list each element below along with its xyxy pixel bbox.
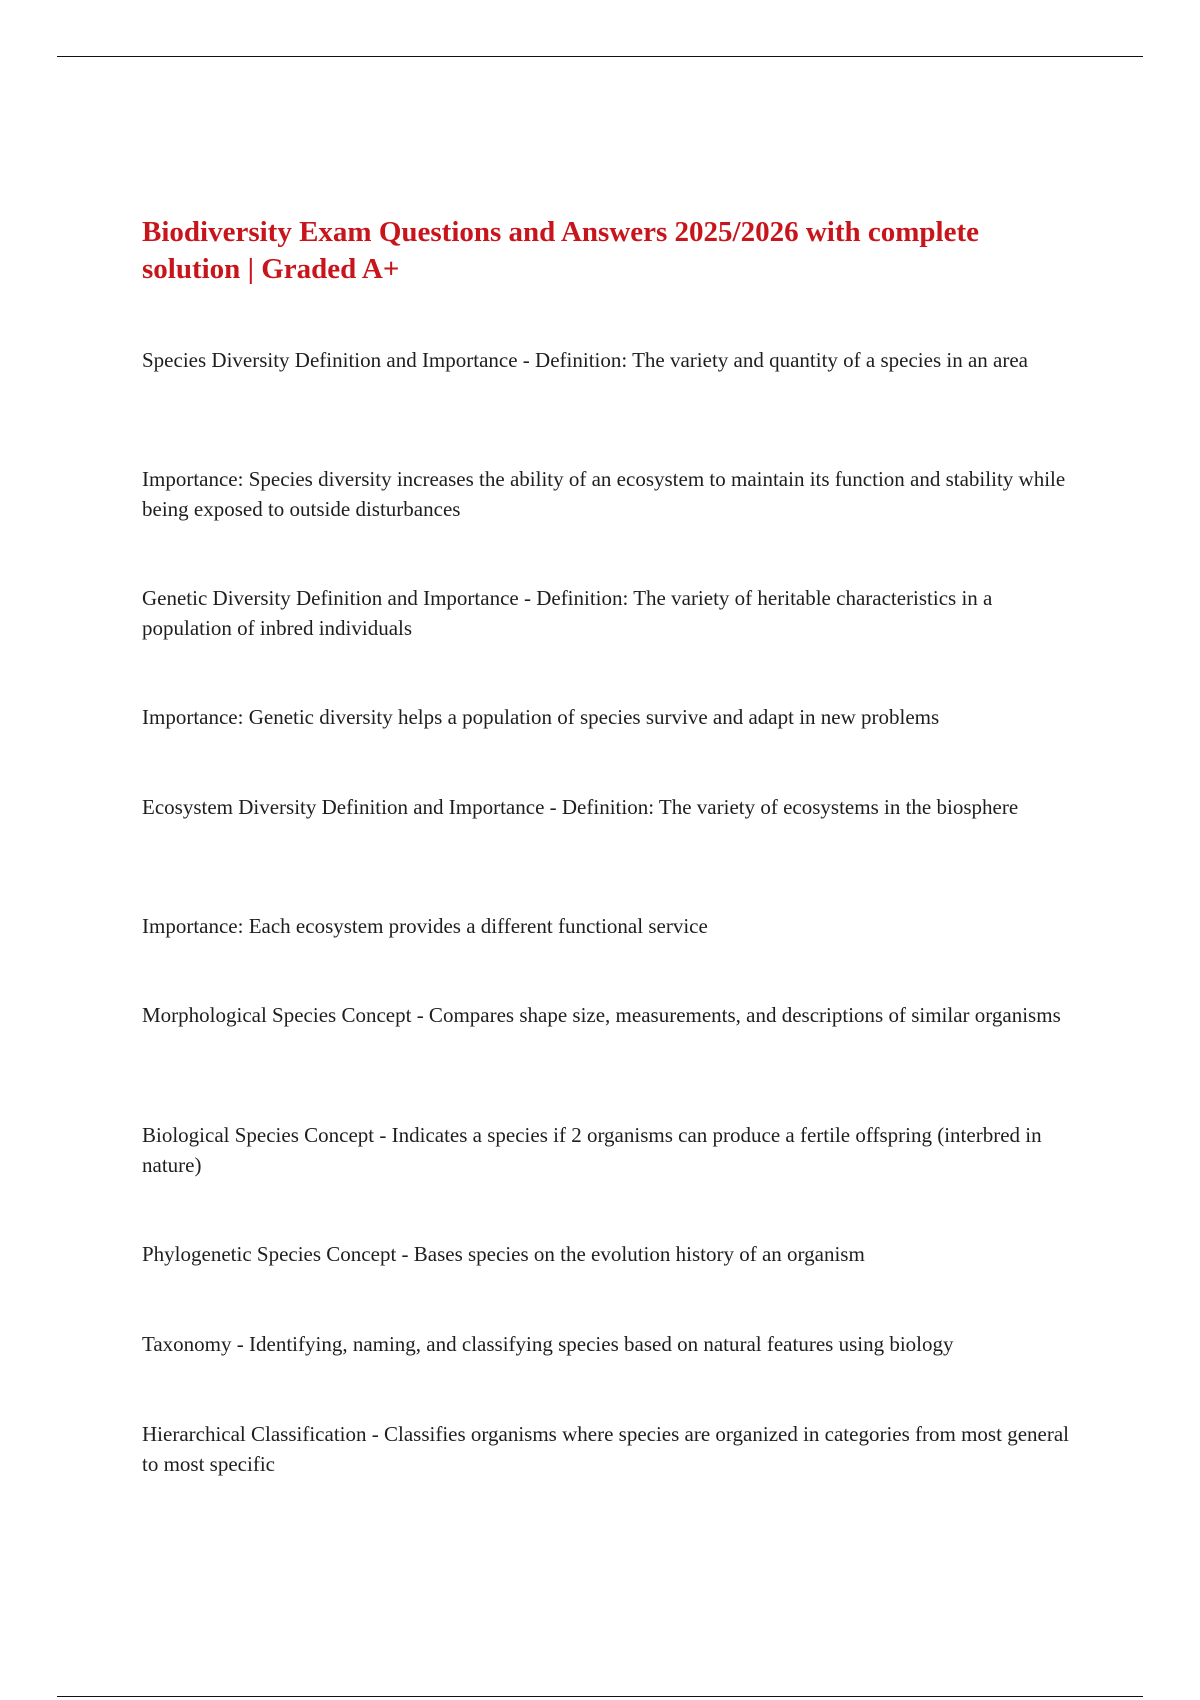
qa-entry-genetic-importance: Importance: Genetic diversity helps a population of species survive and adapt in new problems [142,705,940,729]
qa-entry-species-importance: Importance: Species diversity increases the ability of an ecosystem to maintain its function and stability while being exposed to outside disturbances [142,467,1066,521]
qa-entry-ecosystem-importance: Importance: Each ecosystem provides a different functional service [142,914,708,938]
qa-entry-phylogenetic: Phylogenetic Species Concept - Bases species on the evolution history of an organism [142,1242,865,1266]
qa-entry-species-diversity: Species Diversity Definition and Importance - Definition: The variety and quantity of a species in an area [142,348,1028,372]
bottom-rule [57,1696,1143,1697]
qa-entry-taxonomy: Taxonomy - Identifying, naming, and classifying species based on natural features using biology [142,1332,954,1356]
top-rule [57,56,1143,57]
document-title: Biodiversity Exam Questions and Answers 2025/2026 with complete solution | Graded A+ [142,216,979,285]
qa-entry-ecosystem-diversity: Ecosystem Diversity Definition and Importance - Definition: The variety of ecosystems in the biosphere [142,795,1019,819]
qa-entry-morphological: Morphological Species Concept - Compares shape size, measurements, and descriptions of similar organisms [142,1003,1061,1027]
qa-entry-biological: Biological Species Concept - Indicates a species if 2 organisms can produce a fertile offspring (interbred in nature) [142,1123,1042,1177]
qa-entry-genetic-diversity: Genetic Diversity Definition and Importance - Definition: The variety of heritable characteristics in a population of inbred individuals [142,586,993,640]
qa-entry-hierarchical: Hierarchical Classification - Classifies organisms where species are organized in categories from most general to most specific [142,1422,1069,1476]
